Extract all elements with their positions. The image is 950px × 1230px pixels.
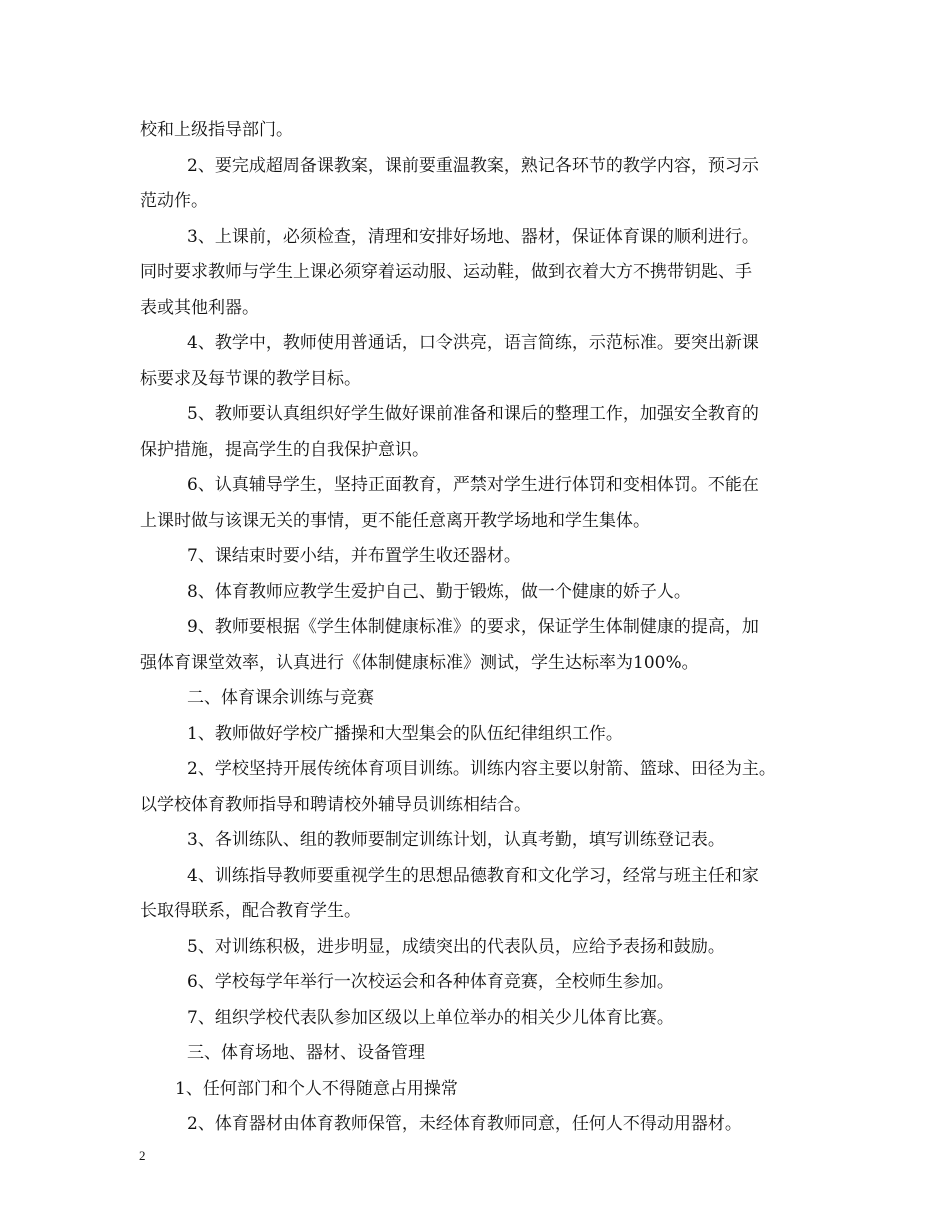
text-line: 保护措施，提高学生的自我保护意识。	[140, 439, 429, 460]
text-line: 标要求及每节课的教学目标。	[140, 368, 361, 389]
text-line: 6、认真辅导学生，坚持正面教育，严禁对学生进行体罚和变相体罚。不能在	[187, 475, 759, 495]
text-line: 1、任何部门和个人不得随意占用操常	[175, 1078, 458, 1099]
page-number: 2	[139, 1148, 146, 1163]
text-line: 以学校体育教师指导和聘请校外辅导员训练相结合。	[140, 794, 531, 815]
text-line: 1、教师做好学校广播操和大型集会的队伍纪律组织工作。	[187, 723, 623, 744]
document-body	[140, 113, 830, 1143]
text-line: 2、体育器材由体育教师保管，未经体育教师同意，任何人不得动用器材。	[187, 1114, 742, 1134]
text-line: 4、教学中，教师使用普通话，口令洪亮，语言简练，示范标准。要突出新课	[187, 333, 759, 353]
text-line: 2、学校坚持开展传统体育项目训练。训练内容主要以射箭、篮球、田径为主。	[187, 759, 776, 779]
text-line: 表或其他利器。	[140, 297, 259, 318]
text-line: 8、体育教师应教学生爱护自己、勤于锻炼，做一个健康的娇子人。	[187, 581, 691, 602]
text-line: 3、各训练队、组的教师要制定训练计划，认真考勤，填写训练登记表。	[187, 830, 725, 850]
text-line: 9、教师要根据《学生体制健康标准》的要求，保证学生体制健康的提高，加	[187, 617, 759, 637]
text-line: 长取得联系，配合教育学生。	[140, 901, 361, 921]
text-line: 6、学校每学年举行一次校运会和各种体育竞赛，全校师生参加。	[187, 972, 674, 992]
text-line: 强体育课堂效率，认真进行《体制健康标准》测试，学生达标率为100%。	[140, 652, 699, 673]
text-line: 范动作。	[140, 191, 208, 211]
text-line: 上课时做与该课无关的事情，更不能任意离开教学场地和学生集体。	[140, 510, 650, 531]
text-line: 5、教师要认真组织好学生做好课前准备和课后的整理工作，加强安全教育的	[187, 404, 759, 424]
text-line: 5、对训练积极，进步明显，成绩突出的代表队员，应给予表扬和鼓励。	[187, 936, 725, 957]
text-line: 7、课结束时要小结，并布置学生收还器材。	[187, 546, 521, 566]
text-line: 校和上级指导部门。	[140, 120, 293, 140]
text-line: 4、训练指导教师要重视学生的思想品德教育和文化学习，经常与班主任和家	[187, 865, 759, 886]
text-line: 二、体育课余训练与竞赛	[187, 688, 374, 708]
text-line: 2、要完成超周备课教案，课前要重温教案，熟记各环节的教学内容，预习示	[187, 155, 759, 176]
text-line: 同时要求教师与学生上课必须穿着运动服、运动鞋，做到衣着大方不携带钥匙、手	[140, 262, 752, 282]
text-line: 3、上课前，必须检查，清理和安排好场地、器材，保证体育课的顺利进行。	[187, 226, 759, 247]
text-line: 三、体育场地、器材、设备管理	[187, 1043, 425, 1063]
text-line: 7、组织学校代表队参加区级以上单位举办的相关少儿体育比赛。	[187, 1007, 674, 1028]
